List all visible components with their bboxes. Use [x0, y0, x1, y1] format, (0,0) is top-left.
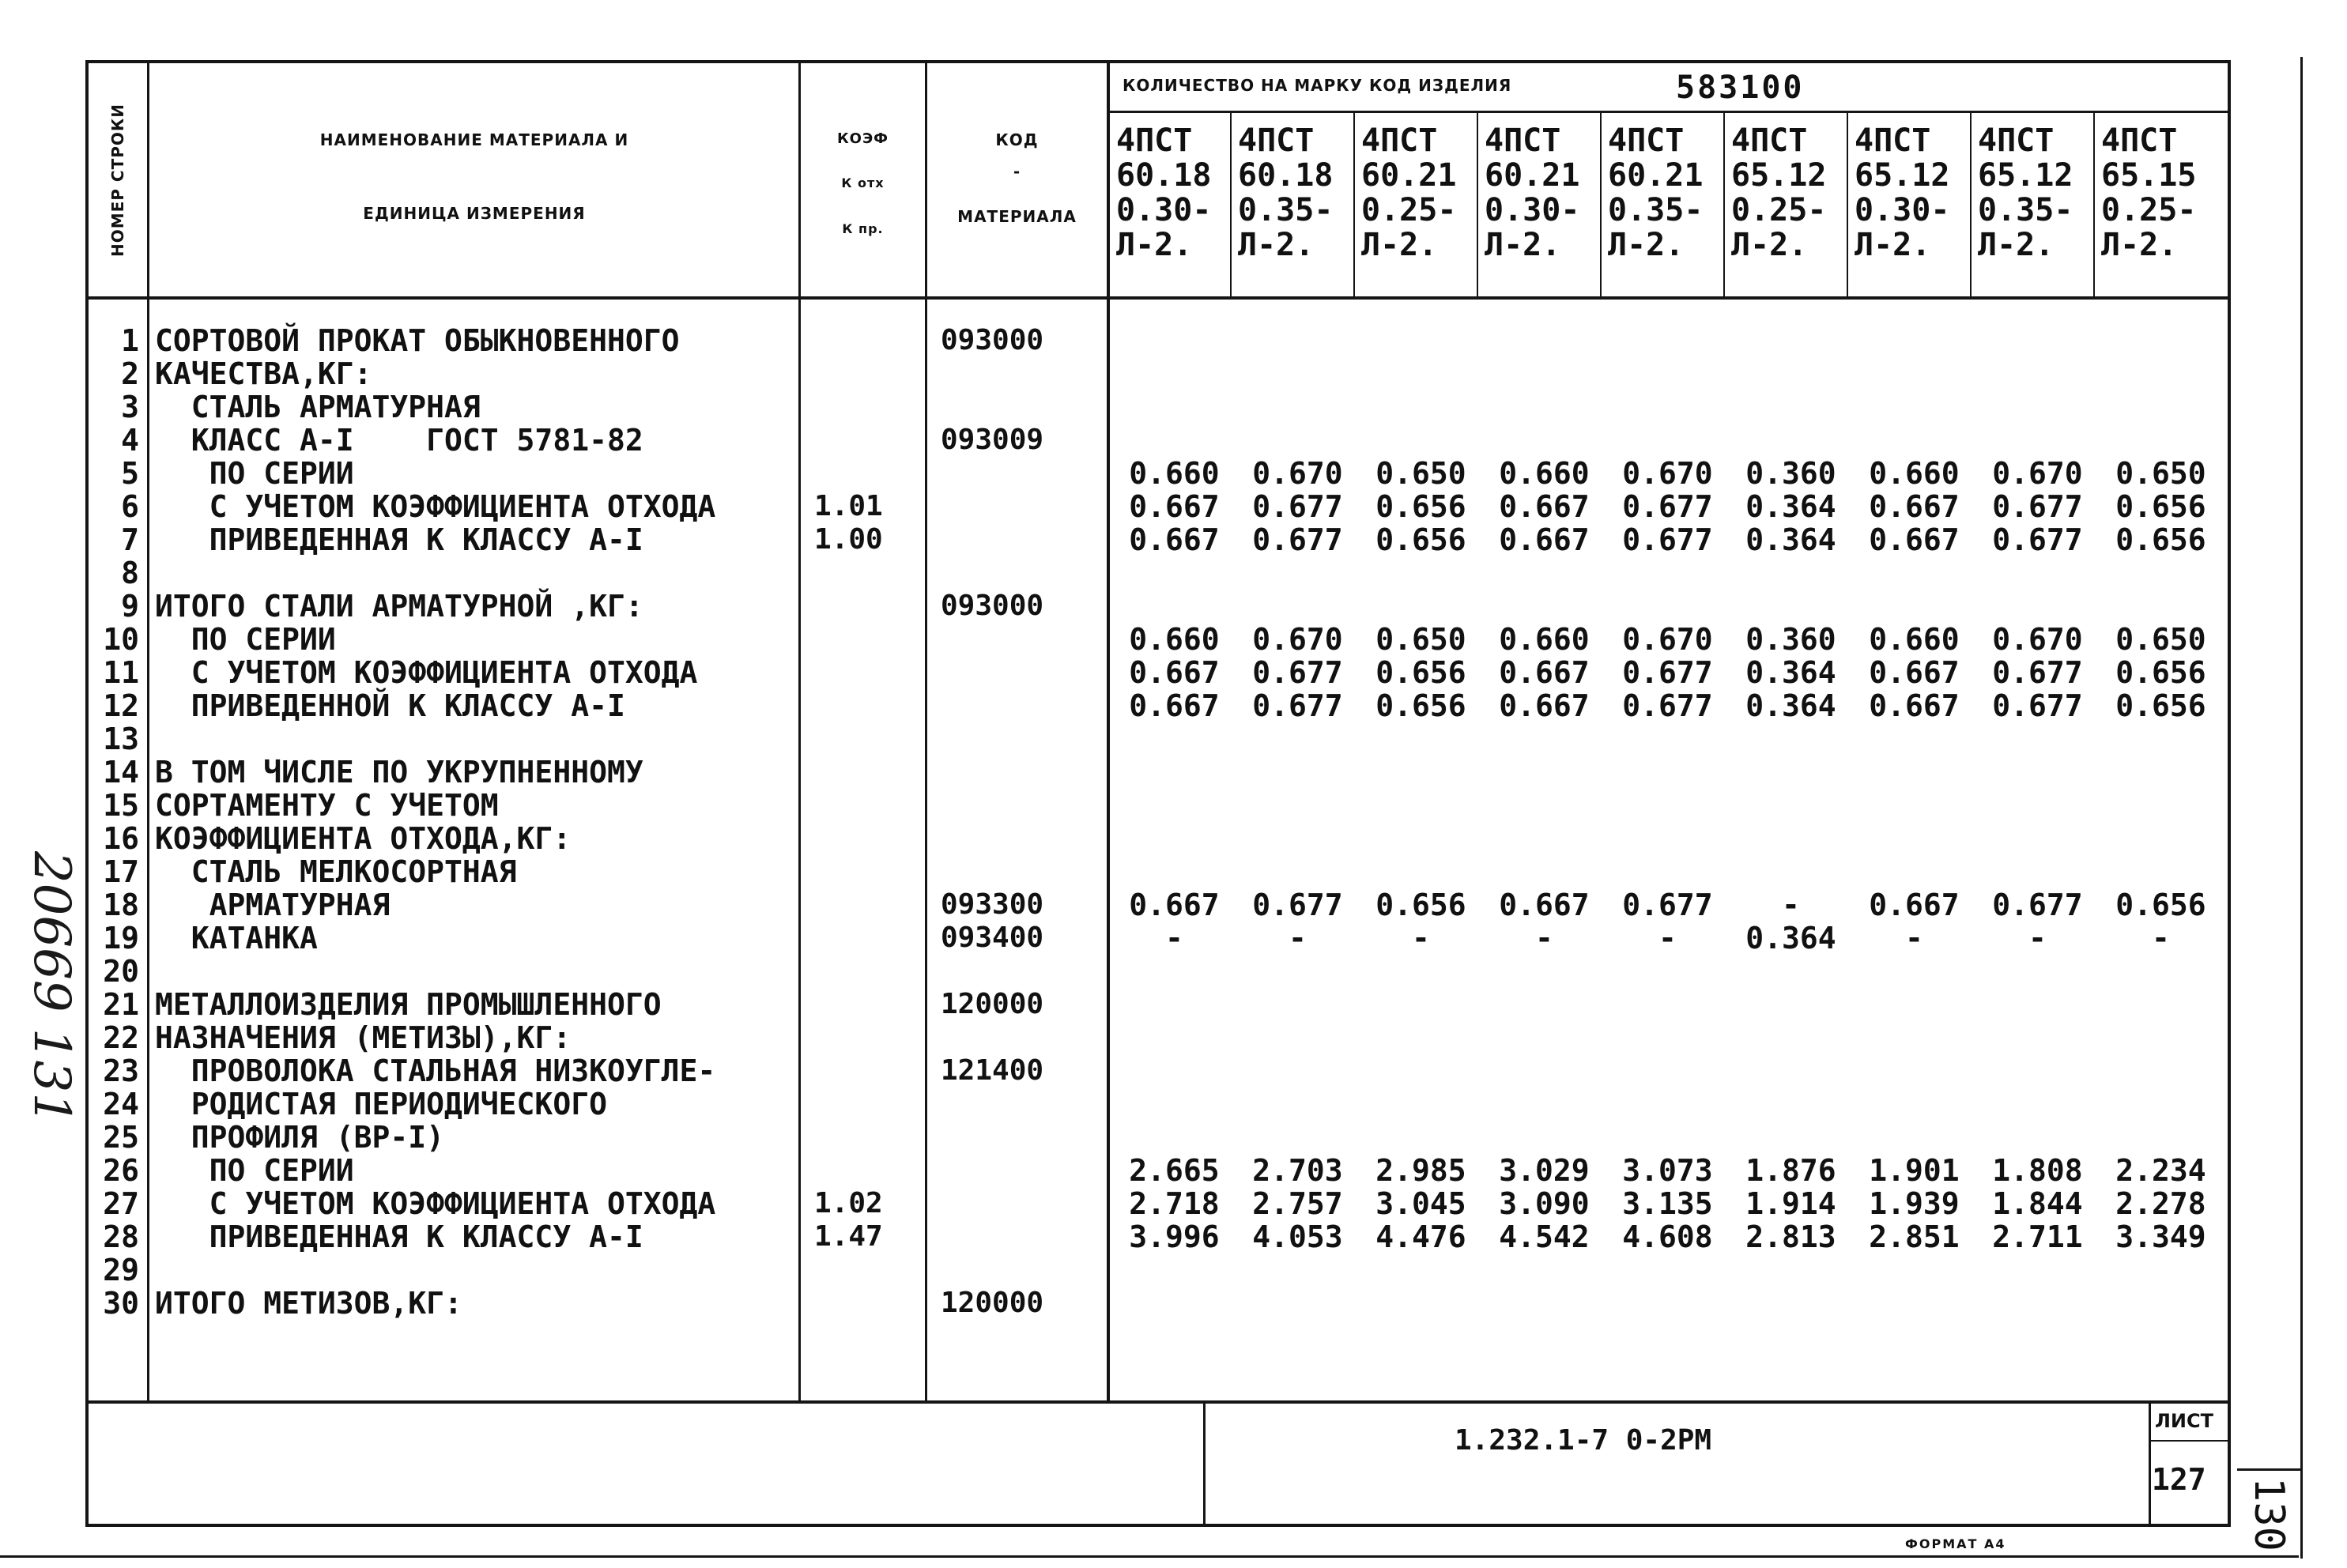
name-header-line1: НАИМЕНОВАНИЕ МАТЕРИАЛА И	[319, 130, 629, 149]
row-number: 18	[103, 888, 139, 922]
quantity-value: 0.656	[1375, 888, 1466, 922]
quantity-value: 0.364	[1745, 522, 1836, 557]
material-name: ПРИВЕДЕННАЯ К КЛАССУ А-I	[155, 1219, 643, 1254]
code-header-line2: -	[1013, 162, 1021, 181]
quantity-value: 0.670	[1992, 622, 2083, 657]
quantity-value: 0.650	[2115, 456, 2206, 491]
column-head-9-line2: 65.15	[2101, 157, 2197, 194]
row-number: 28	[103, 1219, 139, 1254]
material-code: 093000	[941, 590, 1044, 622]
quantity-value: 0.660	[1869, 622, 1960, 657]
column-head-1-line4: Л-2.	[1116, 227, 1193, 263]
quantity-value: 2.813	[1745, 1219, 1836, 1254]
coefficient: 1.00	[814, 523, 883, 556]
row-number: 3	[121, 390, 139, 424]
row-number: 30	[103, 1286, 139, 1321]
column-head-1-line2: 60.18	[1116, 157, 1212, 194]
quantity-value: 0.677	[1992, 655, 2083, 690]
product-code: 583100	[1676, 70, 1805, 106]
code-header-line3: МАТЕРИАЛА	[957, 207, 1077, 226]
material-name: С УЧЕТОМ КОЭФФИЦИЕНТА ОТХОДА	[155, 655, 698, 690]
col-line-v4	[1600, 111, 1602, 297]
col-line-rownum	[147, 60, 149, 1402]
quantity-value: 0.660	[1499, 456, 1590, 491]
quantity-value: 1.914	[1745, 1186, 1836, 1221]
column-head-4-line4: Л-2.	[1485, 227, 1561, 263]
material-name: ПО СЕРИИ	[155, 622, 336, 657]
column-head-6-line3: 0.25-	[1731, 192, 1827, 228]
quantity-value: 0.364	[1745, 688, 1836, 723]
frame-bottom	[85, 1524, 2231, 1527]
row-number: 17	[103, 854, 139, 889]
quantity-value: 0.667	[1869, 522, 1960, 557]
material-name: ПРИВЕДЕННАЯ К КЛАССУ А-I	[155, 522, 643, 557]
material-name: СОРТОВОЙ ПРОКАТ ОБЫКНОВЕННОГО	[155, 323, 680, 358]
quantity-value: 0.656	[2115, 888, 2206, 922]
quantity-value: 0.670	[1252, 456, 1343, 491]
quantity-value: 0.667	[1129, 688, 1220, 723]
quantity-value: 0.667	[1869, 688, 1960, 723]
material-name: СТАЛЬ МЕЛКОСОРТНАЯ	[155, 854, 517, 889]
column-head-1-line1: 4ПСТ	[1116, 122, 1193, 159]
material-code: 093000	[941, 324, 1044, 356]
row-number: 10	[103, 622, 139, 657]
material-name: ПРИВЕДЕННОЙ К КЛАССУ А-I	[155, 688, 625, 723]
quantity-value: 0.677	[1992, 688, 2083, 723]
code-header-line1: КОД	[995, 130, 1039, 149]
quantity-value: 0.667	[1499, 688, 1590, 723]
quantity-value: 0.677	[1252, 655, 1343, 690]
quantity-value: 2.665	[1129, 1153, 1220, 1188]
quantity-value: 0.364	[1745, 655, 1836, 690]
column-head-7-line2: 65.12	[1855, 157, 1950, 194]
col-line-v8	[2093, 111, 2095, 297]
quantity-value: 0.667	[1869, 655, 1960, 690]
quantity-value: 0.667	[1869, 888, 1960, 922]
column-head-2-line4: Л-2.	[1238, 227, 1315, 263]
quantity-value: 0.656	[2115, 522, 2206, 557]
quantity-value: 0.667	[1499, 522, 1590, 557]
quantity-value: 4.608	[1622, 1219, 1713, 1254]
column-head-6-line1: 4ПСТ	[1731, 122, 1808, 159]
material-name: ПО СЕРИИ	[155, 1153, 354, 1188]
column-head-4-line1: 4ПСТ	[1485, 122, 1561, 159]
quantity-value: 0.667	[1129, 489, 1220, 524]
quantity-value: -	[1658, 921, 1677, 956]
row-number: 14	[103, 755, 139, 790]
row-number: 9	[121, 589, 139, 624]
material-name: КАЧЕСТВА,КГ:	[155, 356, 372, 391]
coef-header-line2: К отх	[841, 175, 885, 190]
row-number: 15	[103, 788, 139, 823]
material-name: С УЧЕТОМ КОЭФФИЦИЕНТА ОТХОДА	[155, 1186, 716, 1221]
quantity-value: -	[1289, 921, 1307, 956]
quantity-value: 0.677	[1622, 522, 1713, 557]
quantity-value: 0.667	[1499, 655, 1590, 690]
column-head-5-line1: 4ПСТ	[1608, 122, 1685, 159]
column-head-9-line4: Л-2.	[2101, 227, 2178, 263]
quantity-value: 2.757	[1252, 1186, 1343, 1221]
page-number: 130	[2245, 1477, 2293, 1551]
quantity-value: 0.656	[2115, 688, 2206, 723]
quantity-value: 0.677	[1252, 522, 1343, 557]
quantity-value: 4.053	[1252, 1219, 1343, 1254]
frame-right	[2228, 60, 2231, 1527]
column-head-3-line3: 0.25-	[1361, 192, 1457, 228]
quantity-value: 2.851	[1869, 1219, 1960, 1254]
format-label: ФОРМАТ А4	[1905, 1536, 2006, 1551]
quantity-value: 3.996	[1129, 1219, 1220, 1254]
material-name: ПО СЕРИИ	[155, 456, 354, 491]
quantity-value: 0.677	[1252, 489, 1343, 524]
coefficient: 1.02	[814, 1187, 883, 1219]
quantity-value: 1.939	[1869, 1186, 1960, 1221]
quantity-value: 0.677	[1252, 888, 1343, 922]
material-code: 093400	[941, 922, 1044, 954]
quantity-value: 0.650	[1375, 622, 1466, 657]
coefficient: 1.01	[814, 490, 883, 522]
quantity-value: 1.844	[1992, 1186, 2083, 1221]
column-head-5-line3: 0.35-	[1608, 192, 1704, 228]
material-code: 121400	[941, 1054, 1044, 1087]
quantity-value: 0.360	[1745, 622, 1836, 657]
row-number: 25	[103, 1120, 139, 1155]
frame-top	[85, 60, 2231, 63]
sheet-box-mid	[2149, 1440, 2231, 1442]
row-number: 16	[103, 821, 139, 856]
page-edge-bottom	[0, 1555, 2299, 1558]
table-bottom-line	[85, 1400, 2231, 1404]
quantity-value: -	[1535, 921, 1553, 956]
material-code: 093300	[941, 888, 1044, 921]
row-number: 13	[103, 722, 139, 756]
quantity-value: 0.660	[1869, 456, 1960, 491]
quantity-value: -	[1165, 921, 1183, 956]
quantity-header: КОЛИЧЕСТВО НА МАРКУ КОД ИЗДЕЛИЯ	[1123, 76, 1512, 95]
quantity-value: 0.650	[1375, 456, 1466, 491]
row-number: 22	[103, 1020, 139, 1055]
row-number: 27	[103, 1186, 139, 1221]
column-head-6-line2: 65.12	[1731, 157, 1827, 194]
sheet-box-left	[2149, 1402, 2151, 1525]
material-name: ИТОГО СТАЛИ АРМАТУРНОЙ ,КГ:	[155, 589, 643, 624]
col-line-v3	[1477, 111, 1478, 297]
quantity-value: 2.703	[1252, 1153, 1343, 1188]
quantity-value: 0.677	[1252, 688, 1343, 723]
column-head-2-line1: 4ПСТ	[1238, 122, 1315, 159]
material-name: НАЗНАЧЕНИЯ (МЕТИЗЫ),КГ:	[155, 1020, 572, 1055]
material-name: СОРТАМЕНТУ С УЧЕТОМ	[155, 788, 499, 823]
quantity-value: 0.667	[1129, 655, 1220, 690]
col-line-v7	[1970, 111, 1972, 297]
page-box-top	[2237, 1468, 2300, 1471]
material-code: 093009	[941, 424, 1044, 456]
quantity-value: 0.650	[2115, 622, 2206, 657]
material-name: ПРОВОЛОКА СТАЛЬНАЯ НИЗКОУГЛЕ-	[155, 1054, 716, 1088]
column-head-4-line3: 0.30-	[1485, 192, 1580, 228]
column-head-6-line4: Л-2.	[1731, 227, 1808, 263]
col-line-v1	[1230, 111, 1232, 297]
sheet-label: ЛИСТ	[2155, 1410, 2214, 1432]
row-number: 12	[103, 688, 139, 723]
header-bottom-line	[85, 296, 2231, 300]
quantity-value: 1.876	[1745, 1153, 1836, 1188]
material-name: СТАЛЬ АРМАТУРНАЯ	[155, 390, 481, 424]
column-head-3-line4: Л-2.	[1361, 227, 1438, 263]
quantity-value: 3.349	[2115, 1219, 2206, 1254]
column-head-2-line2: 60.18	[1238, 157, 1334, 194]
quantity-value: -	[1782, 888, 1800, 922]
quantity-value: 0.677	[1622, 888, 1713, 922]
quantity-value: -	[1905, 921, 1923, 956]
row-number: 1	[121, 323, 139, 358]
quantity-value: 0.364	[1745, 489, 1836, 524]
column-head-5-line4: Л-2.	[1608, 227, 1685, 263]
quantity-value: 0.670	[1622, 622, 1713, 657]
material-name: ПРОФИЛЯ (ВР-I)	[155, 1120, 445, 1155]
row-number: 7	[121, 522, 139, 557]
col-line-code	[1107, 60, 1110, 1404]
quantity-value: 0.660	[1499, 622, 1590, 657]
row-number: 6	[121, 489, 139, 524]
footer-divider	[1203, 1402, 1206, 1525]
row-number: 11	[103, 655, 139, 690]
quantity-value: 0.677	[1622, 688, 1713, 723]
quantity-value: 0.667	[1129, 888, 1220, 922]
quantity-value: 0.667	[1499, 888, 1590, 922]
quantity-value: 0.670	[1622, 456, 1713, 491]
quantity-value: 0.677	[1622, 489, 1713, 524]
material-name: КЛАСС А-I ГОСТ 5781-82	[155, 423, 643, 458]
row-number: 4	[121, 423, 139, 458]
row-number: 26	[103, 1153, 139, 1188]
column-head-8-line4: Л-2.	[1978, 227, 2055, 263]
quantity-value: 0.677	[1992, 489, 2083, 524]
quantity-value: 0.677	[1622, 655, 1713, 690]
quantity-value: 2.234	[2115, 1153, 2206, 1188]
row-number: 8	[121, 556, 139, 590]
column-head-7-line4: Л-2.	[1855, 227, 1931, 263]
row-number: 23	[103, 1054, 139, 1088]
quantity-value: 0.667	[1499, 489, 1590, 524]
col-line-v6	[1847, 111, 1848, 297]
column-head-8-line3: 0.35-	[1978, 192, 2073, 228]
row-number: 29	[103, 1253, 139, 1287]
material-name: КАТАНКА	[155, 921, 318, 956]
quantity-value: 0.670	[1992, 456, 2083, 491]
material-name: КОЭФФИЦИЕНТА ОТХОДА,КГ:	[155, 821, 572, 856]
row-number: 21	[103, 987, 139, 1022]
row-number-header: НОМЕР СТРОКИ	[108, 103, 127, 257]
quantity-value: 2.711	[1992, 1219, 2083, 1254]
quantity-value: -	[1412, 921, 1430, 956]
column-head-8-line1: 4ПСТ	[1978, 122, 2055, 159]
column-head-7-line1: 4ПСТ	[1855, 122, 1931, 159]
quantity-value: -	[2152, 921, 2170, 956]
quantity-header-line	[1107, 111, 2231, 113]
coef-header-line1: КОЭФ	[836, 130, 889, 147]
quantity-value: 0.656	[1375, 655, 1466, 690]
quantity-value: 0.677	[1992, 522, 2083, 557]
coefficient: 1.47	[814, 1220, 883, 1253]
column-head-4-line2: 60.21	[1485, 157, 1580, 194]
quantity-value: 0.677	[1992, 888, 2083, 922]
quantity-value: 0.656	[1375, 522, 1466, 557]
quantity-value: 0.656	[2115, 489, 2206, 524]
material-name: МЕТАЛЛОИЗДЕЛИЯ ПРОМЫШЛЕННОГО	[155, 987, 662, 1022]
column-head-9-line1: 4ПСТ	[2101, 122, 2178, 159]
column-head-7-line3: 0.30-	[1855, 192, 1950, 228]
column-head-8-line2: 65.12	[1978, 157, 2073, 194]
sheet-number: 127	[2152, 1462, 2206, 1497]
column-head-5-line2: 60.21	[1608, 157, 1704, 194]
quantity-value: 0.660	[1129, 456, 1220, 491]
column-head-1-line3: 0.30-	[1116, 192, 1212, 228]
quantity-value: 3.090	[1499, 1186, 1590, 1221]
quantity-value: 0.667	[1869, 489, 1960, 524]
quantity-value: 4.542	[1499, 1219, 1590, 1254]
quantity-value: 3.135	[1622, 1186, 1713, 1221]
quantity-value: 1.808	[1992, 1153, 2083, 1188]
column-head-3-line2: 60.21	[1361, 157, 1457, 194]
quantity-value: 0.670	[1252, 622, 1343, 657]
margin-handwritten-note: 20669 131	[22, 850, 81, 1125]
document-code: 1.232.1-7 0-2РМ	[1455, 1424, 1712, 1457]
page-edge-right	[2300, 57, 2303, 1559]
material-code: 120000	[941, 988, 1044, 1020]
quantity-value: 2.718	[1129, 1186, 1220, 1221]
row-number: 2	[121, 356, 139, 391]
column-head-2-line3: 0.35-	[1238, 192, 1334, 228]
material-name: АРМАТУРНАЯ	[155, 888, 391, 922]
margin-handwritten-note-box	[16, 838, 87, 1138]
column-head-9-line3: 0.25-	[2101, 192, 2197, 228]
quantity-value: 0.656	[2115, 655, 2206, 690]
material-name: РОДИСТАЯ ПЕРИОДИЧЕСКОГО	[155, 1087, 607, 1121]
col-line-coef	[925, 60, 927, 1402]
material-name: С УЧЕТОМ КОЭФФИЦИЕНТА ОТХОДА	[155, 489, 716, 524]
quantity-value: 2.278	[2115, 1186, 2206, 1221]
quantity-value: 0.667	[1129, 522, 1220, 557]
row-number: 24	[103, 1087, 139, 1121]
quantity-value: 3.045	[1375, 1186, 1466, 1221]
quantity-value: -	[2028, 921, 2047, 956]
quantity-value: 0.656	[1375, 489, 1466, 524]
quantity-value: 3.029	[1499, 1153, 1590, 1188]
material-name: В ТОМ ЧИСЛЕ ПО УКРУПНЕННОМУ	[155, 755, 643, 790]
col-line-v2	[1353, 111, 1355, 297]
material-code: 120000	[941, 1287, 1044, 1319]
quantity-value: 1.901	[1869, 1153, 1960, 1188]
column-head-3-line1: 4ПСТ	[1361, 122, 1438, 159]
col-line-v5	[1723, 111, 1725, 297]
quantity-value: 0.360	[1745, 456, 1836, 491]
row-number: 20	[103, 954, 139, 989]
col-line-name	[798, 60, 801, 1402]
quantity-value: 2.985	[1375, 1153, 1466, 1188]
quantity-value: 0.660	[1129, 622, 1220, 657]
quantity-value: 4.476	[1375, 1219, 1466, 1254]
material-name: ИТОГО МЕТИЗОВ,КГ:	[155, 1286, 462, 1321]
row-number: 19	[103, 921, 139, 956]
quantity-value: 0.364	[1745, 921, 1836, 956]
coef-header-line3: К пр.	[842, 221, 884, 236]
quantity-value: 3.073	[1622, 1153, 1713, 1188]
quantity-value: 0.656	[1375, 688, 1466, 723]
row-number: 5	[121, 456, 139, 491]
name-header-line2: ЕДИНИЦА ИЗМЕРЕНИЯ	[363, 204, 586, 223]
page-number-box	[2245, 1475, 2292, 1554]
